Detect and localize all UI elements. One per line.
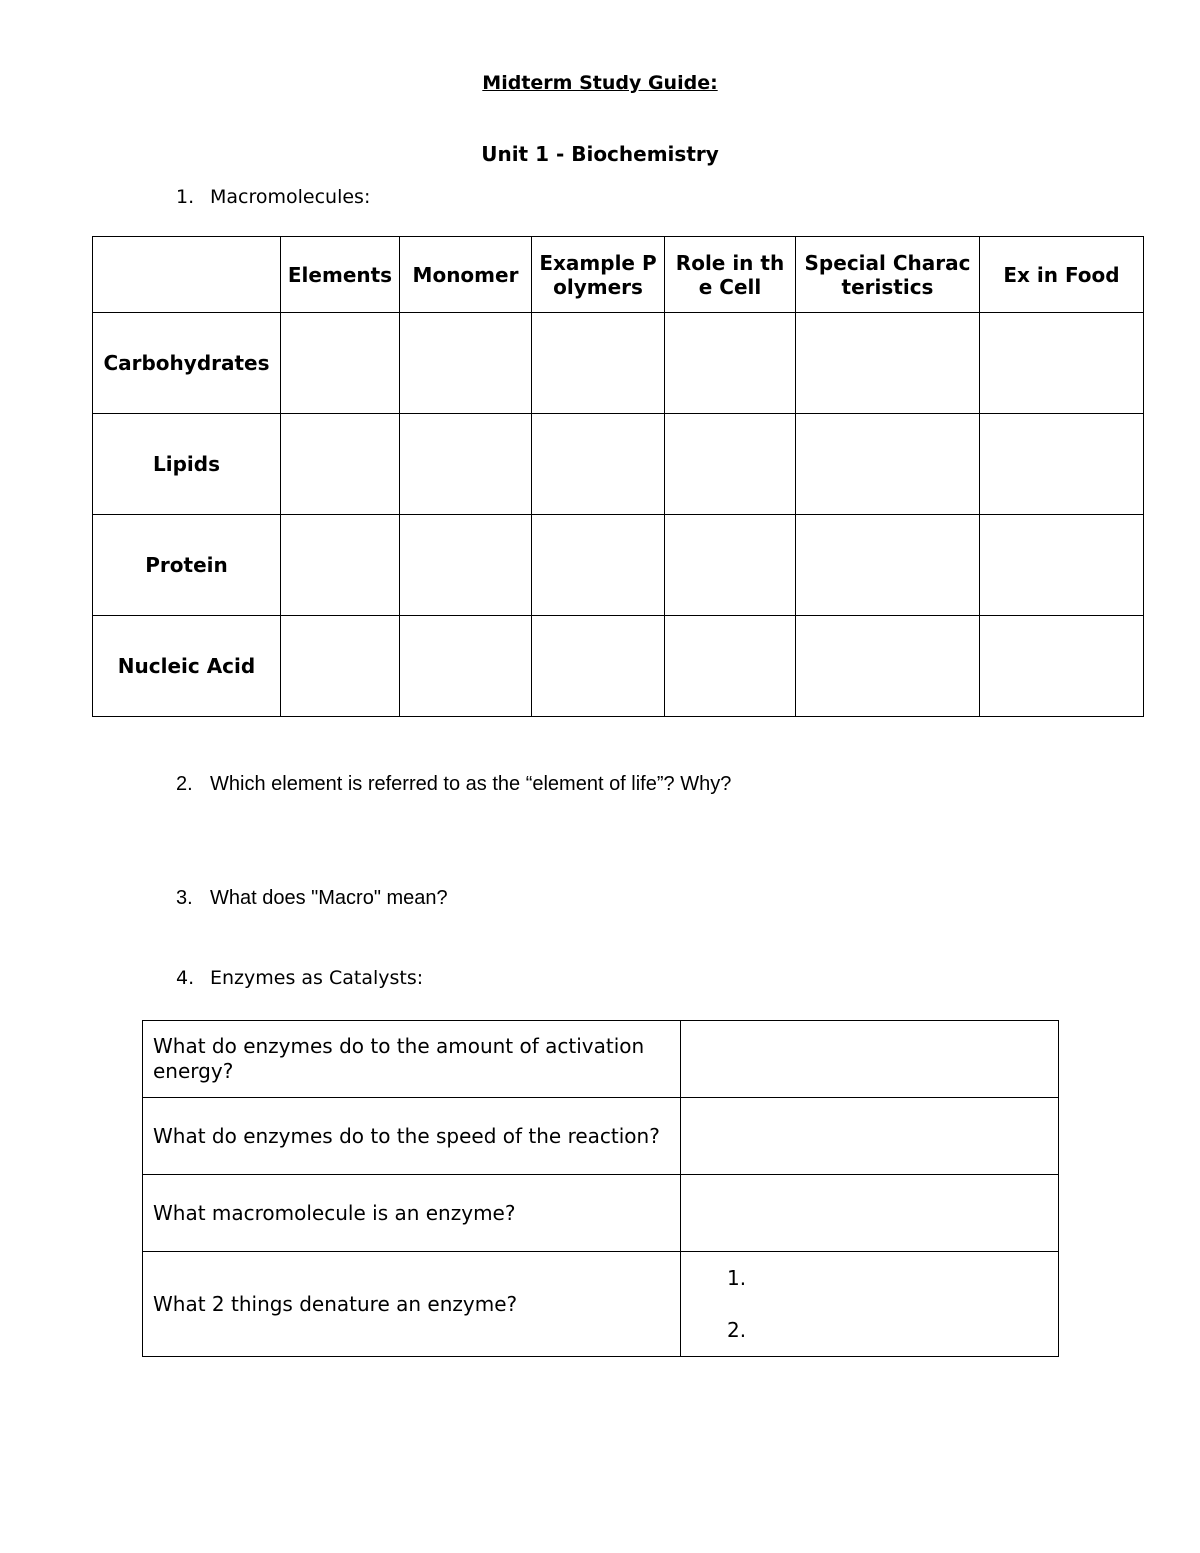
table-row	[93, 313, 1144, 414]
answer-cell[interactable]	[400, 515, 532, 616]
enzyme-question: What do enzymes do to the amount of activation energy?	[143, 1021, 681, 1098]
answer-cell[interactable]	[796, 515, 980, 616]
answer-cell[interactable]	[532, 414, 665, 515]
row-label: Lipids	[93, 414, 281, 515]
question-number: 2.	[176, 773, 193, 795]
answer-number: 1.	[727, 1266, 747, 1290]
answer-cell[interactable]	[400, 414, 532, 515]
question-2	[176, 773, 731, 796]
answer-cell[interactable]	[281, 313, 400, 414]
question-text: Which element is referred to as the “element of life”? Why?	[210, 773, 732, 795]
answer-cell[interactable]	[980, 414, 1144, 515]
question-3	[176, 887, 448, 910]
answer-cell[interactable]	[281, 515, 400, 616]
table-row	[143, 1098, 1059, 1175]
header-cell-elements: Elements	[281, 237, 400, 313]
answer-cell[interactable]	[400, 313, 532, 414]
answer-cell[interactable]	[281, 414, 400, 515]
header-cell	[93, 237, 281, 313]
header-cell-example-polymers: Example Polymers	[532, 237, 665, 313]
question-number: 4.	[176, 967, 195, 989]
question-text: What does "Macro" mean?	[210, 887, 448, 909]
answer-cell[interactable]	[665, 515, 796, 616]
answer-list	[681, 1252, 1058, 1356]
table-row	[143, 1021, 1059, 1098]
answer-number: 2.	[727, 1318, 747, 1342]
header-cell-special: Special Characteristics	[796, 237, 980, 313]
enzymes-table	[142, 1020, 1059, 1357]
answer-cell[interactable]	[665, 616, 796, 717]
answer-cell[interactable]	[281, 616, 400, 717]
table-row	[93, 616, 1144, 717]
question-4	[176, 967, 423, 989]
answer-cell[interactable]	[532, 313, 665, 414]
question-text: Enzymes as Catalysts:	[210, 967, 424, 989]
header-cell-food: Ex in Food	[980, 237, 1144, 313]
table-row	[93, 414, 1144, 515]
answer-cell[interactable]	[681, 1021, 1059, 1098]
row-label: Carbohydrates	[93, 313, 281, 414]
page-title: Midterm Study Guide:	[482, 72, 718, 94]
enzyme-question: What 2 things denature an enzyme?	[143, 1252, 681, 1357]
answer-cell[interactable]	[980, 616, 1144, 717]
enzyme-question: What do enzymes do to the speed of the reaction?	[143, 1098, 681, 1175]
answer-cell[interactable]	[665, 313, 796, 414]
answer-cell[interactable]	[796, 616, 980, 717]
header-cell-role: Role in the Cell	[665, 237, 796, 313]
answer-cell[interactable]	[681, 1175, 1059, 1252]
enzyme-question: What macromolecule is an enzyme?	[143, 1175, 681, 1252]
answer-cell[interactable]	[796, 414, 980, 515]
row-label: Protein	[93, 515, 281, 616]
question-number: 1.	[176, 186, 195, 208]
answer-cell[interactable]	[980, 515, 1144, 616]
table-row	[143, 1175, 1059, 1252]
table-header-row	[93, 237, 1144, 313]
answer-cell[interactable]	[400, 616, 532, 717]
table-row	[143, 1252, 1059, 1357]
answer-cell[interactable]	[532, 616, 665, 717]
row-label: Nucleic Acid	[93, 616, 281, 717]
header-cell-monomer: Monomer	[400, 237, 532, 313]
macromolecules-table	[92, 236, 1144, 717]
question-number: 3.	[176, 887, 193, 909]
answer-cell[interactable]	[532, 515, 665, 616]
answer-cell[interactable]	[796, 313, 980, 414]
answer-cell[interactable]	[665, 414, 796, 515]
answer-cell[interactable]	[681, 1252, 1059, 1357]
table-row	[93, 515, 1144, 616]
question-text: Macromolecules:	[210, 186, 371, 208]
question-1	[176, 186, 370, 208]
unit-heading: Unit 1 - Biochemistry	[481, 142, 719, 166]
answer-cell[interactable]	[681, 1098, 1059, 1175]
answer-cell[interactable]	[980, 313, 1144, 414]
